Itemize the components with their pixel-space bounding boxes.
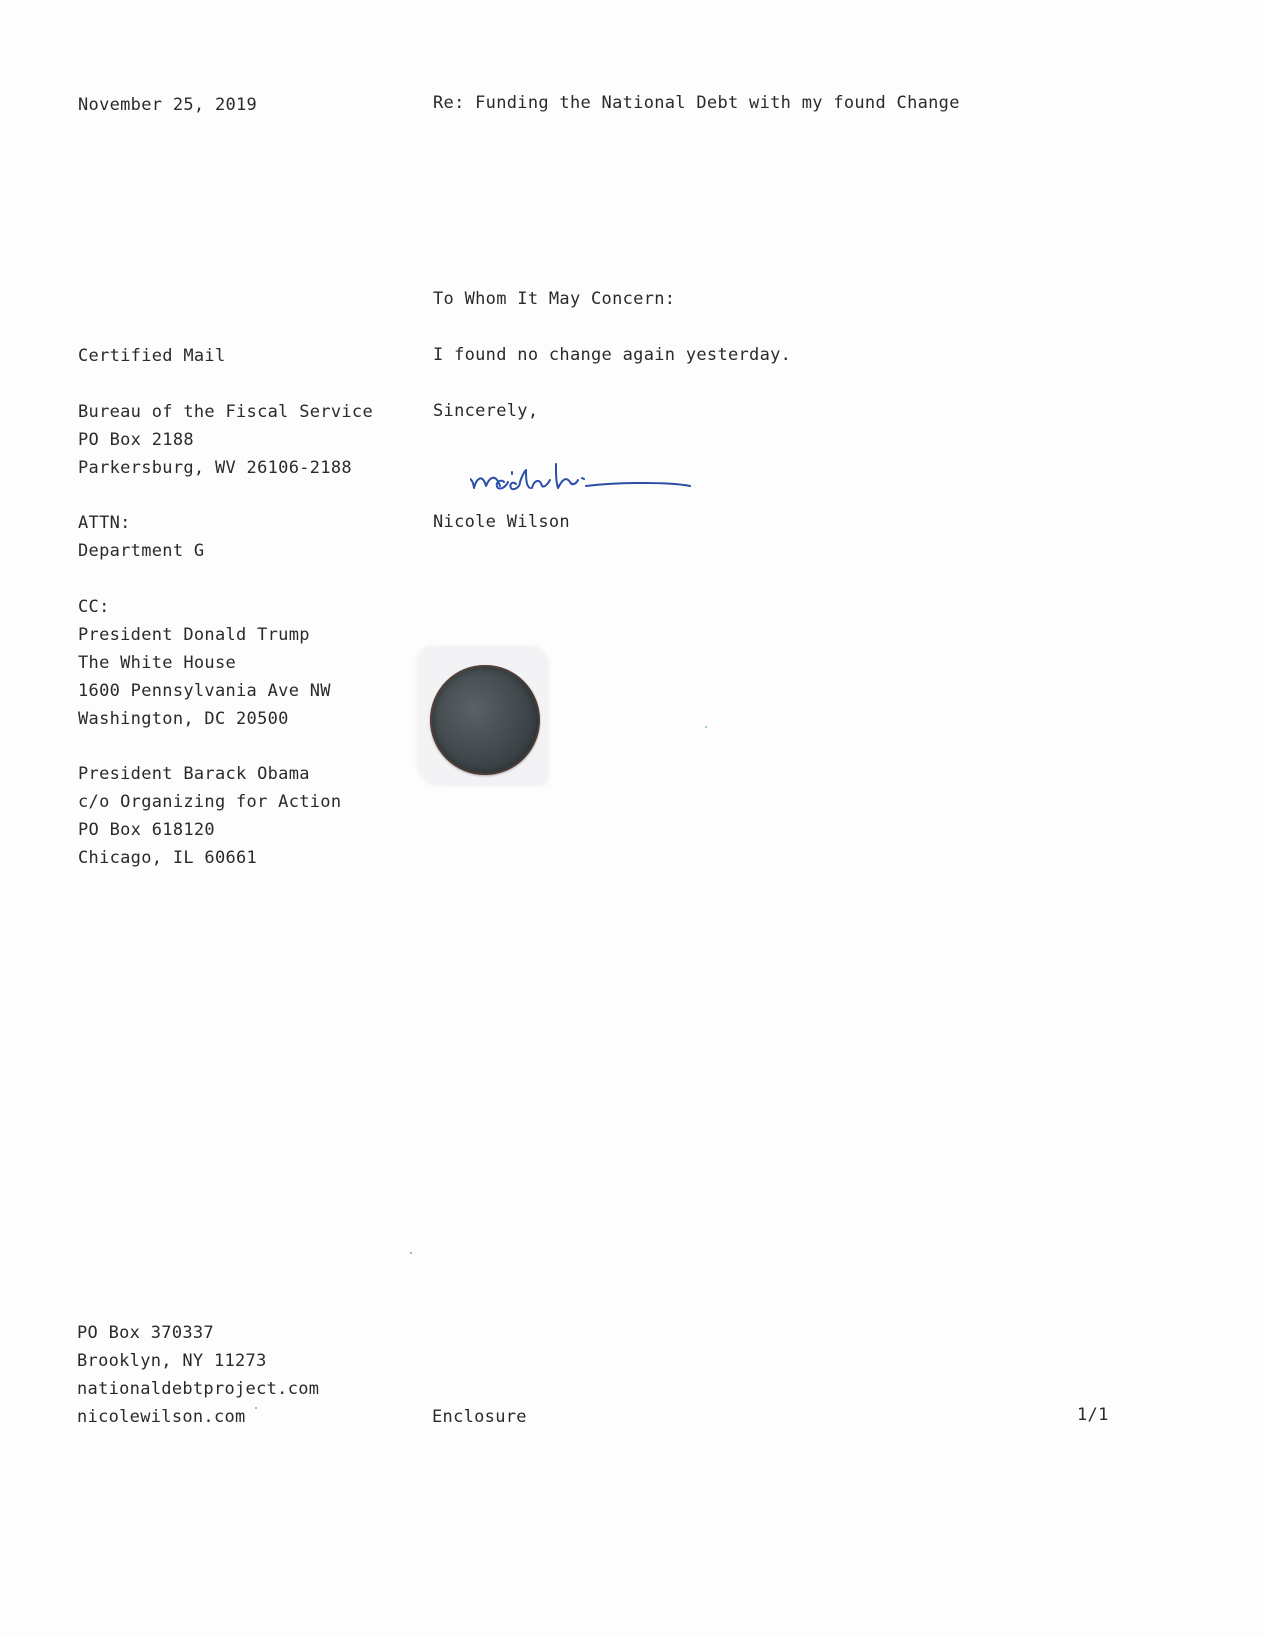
cc-address-line: Washington, DC 20500 [78,709,289,729]
letter-date: November 25, 2019 [78,95,258,115]
recipient-address-line: Parkersburg, WV 26106-2188 [78,458,352,478]
cc-address-line: President Barack Obama [78,764,310,784]
mail-type: Certified Mail [78,346,226,366]
sender-address [77,1319,319,1431]
recipient-address-line: PO Box 2188 [78,430,194,450]
cc-address-line: 1600 Pennsylvania Ave NW [78,681,331,701]
signer-name: Nicole Wilson [433,512,570,532]
attn-value: Department G [78,541,205,561]
coin-rim [430,665,540,775]
handwritten-signature [470,452,730,512]
cc-block-first [78,593,331,733]
recipient-address-line: Bureau of the Fiscal Service [78,402,373,422]
letter-body: I found no change again yesterday. [433,345,792,365]
sender-address-line: Brooklyn, NY 11273 [77,1351,267,1371]
page-number: 1/1 [1077,1405,1109,1425]
attn-label: ATTN: [78,513,131,533]
cc-address-line: Chicago, IL 60661 [78,848,258,868]
taped-coin [412,645,552,785]
cc-address-line: PO Box 618120 [78,820,215,840]
sender-address-line: PO Box 370337 [77,1323,214,1343]
recipient-address [78,398,373,482]
cc-block-second [78,760,341,872]
cc-address-line: The White House [78,653,237,673]
scan-speck [705,726,707,728]
scan-speck [410,1252,412,1254]
closing: Sincerely, [433,401,539,421]
cc-address-line: President Donald Trump [78,625,310,645]
cc-label: CC: [78,597,110,617]
salutation: To Whom It May Concern: [433,289,676,309]
sender-website: nicolewilson.com [77,1407,246,1427]
attn-block [78,509,204,565]
letter-subject: Re: Funding the National Debt with my found Change [433,93,960,113]
cc-address-line: c/o Organizing for Action [78,792,342,812]
sender-website: nationaldebtproject.com [77,1379,320,1399]
enclosure-note: Enclosure [432,1407,527,1427]
